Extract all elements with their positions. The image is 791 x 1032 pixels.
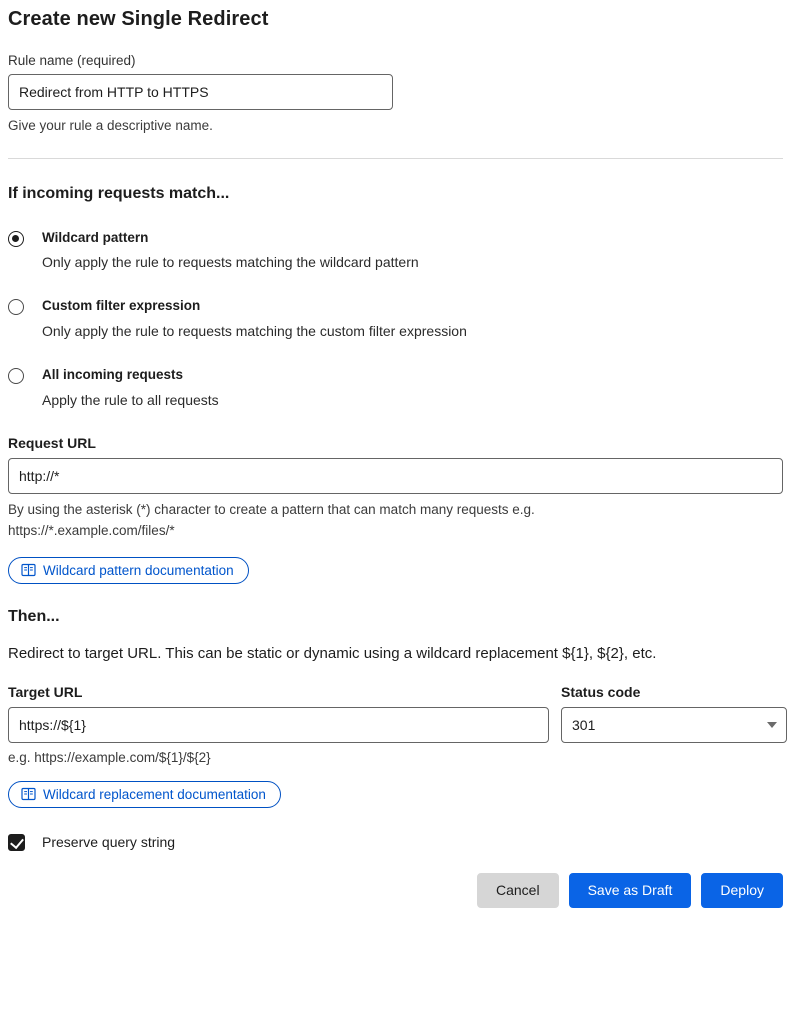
preserve-query-string-checkbox[interactable]	[8, 834, 25, 851]
radio-option-title: Wildcard pattern	[42, 229, 149, 245]
target-url-example: e.g. https://example.com/${1}/${2}	[8, 749, 211, 765]
radio-option-title: Custom filter expression	[42, 298, 201, 314]
preserve-query-string-row[interactable]	[8, 834, 783, 851]
status-code-value: 301	[572, 716, 596, 733]
radio-indicator[interactable]	[8, 231, 24, 247]
doc-link-label: Wildcard replacement documentation	[43, 786, 266, 802]
request-url-helper-line1: By using the asterisk (*) character to create a pattern that can match many requests e.g.	[8, 501, 535, 517]
target-and-status-row	[8, 684, 783, 743]
request-url-label: Request URL	[8, 434, 96, 451]
radio-option-description: Only apply the rule to requests matching the wildcard pattern	[42, 254, 419, 271]
rule-name-label: Rule name (required)	[8, 53, 136, 68]
match-section-heading: If incoming requests match...	[8, 184, 230, 202]
match-options-group	[8, 229, 783, 409]
rule-name-helper: Give your rule a descriptive name.	[8, 118, 213, 133]
page-title: Create new Single Redirect	[8, 8, 269, 30]
status-code-label: Status code	[561, 683, 641, 700]
request-url-input[interactable]	[8, 458, 783, 494]
wildcard-replacement-documentation-link[interactable]	[8, 781, 281, 808]
book-icon	[21, 787, 36, 801]
form-actions	[8, 873, 783, 908]
target-url-group	[8, 684, 549, 743]
then-section-description: Redirect to target URL. This can be static or dynamic using a wildcard replacement ${1}, ${2}, etc.	[8, 644, 657, 662]
radio-indicator[interactable]	[8, 368, 24, 384]
doc-link-label: Wildcard pattern documentation	[43, 562, 234, 578]
request-url-helper-line2: https://*.example.com/files/*	[8, 523, 175, 539]
then-section-heading: Then...	[8, 607, 60, 625]
target-url-input[interactable]	[8, 707, 549, 743]
radio-indicator[interactable]	[8, 299, 24, 315]
chevron-down-icon[interactable]	[767, 722, 777, 728]
radio-option-description: Only apply the rule to requests matching the custom filter expression	[42, 322, 467, 339]
rule-name-input[interactable]	[8, 74, 393, 110]
radio-option-description: Apply the rule to all requests	[42, 391, 219, 408]
deploy-button[interactable]: Deploy	[701, 873, 783, 908]
target-url-label: Target URL	[8, 683, 83, 700]
status-code-select[interactable]	[561, 707, 787, 743]
wildcard-pattern-documentation-link[interactable]	[8, 557, 249, 584]
cancel-button[interactable]: Cancel	[477, 873, 559, 908]
radio-option-all-incoming-requests[interactable]	[8, 366, 783, 409]
save-as-draft-button[interactable]: Save as Draft	[569, 873, 692, 908]
radio-option-wildcard-pattern[interactable]	[8, 229, 783, 272]
radio-option-title: All incoming requests	[42, 367, 184, 383]
book-icon	[21, 563, 36, 577]
radio-option-custom-filter-expression[interactable]	[8, 297, 783, 340]
section-divider	[8, 158, 783, 159]
preserve-query-string-label: Preserve query string	[42, 834, 176, 851]
status-code-group	[561, 684, 787, 743]
